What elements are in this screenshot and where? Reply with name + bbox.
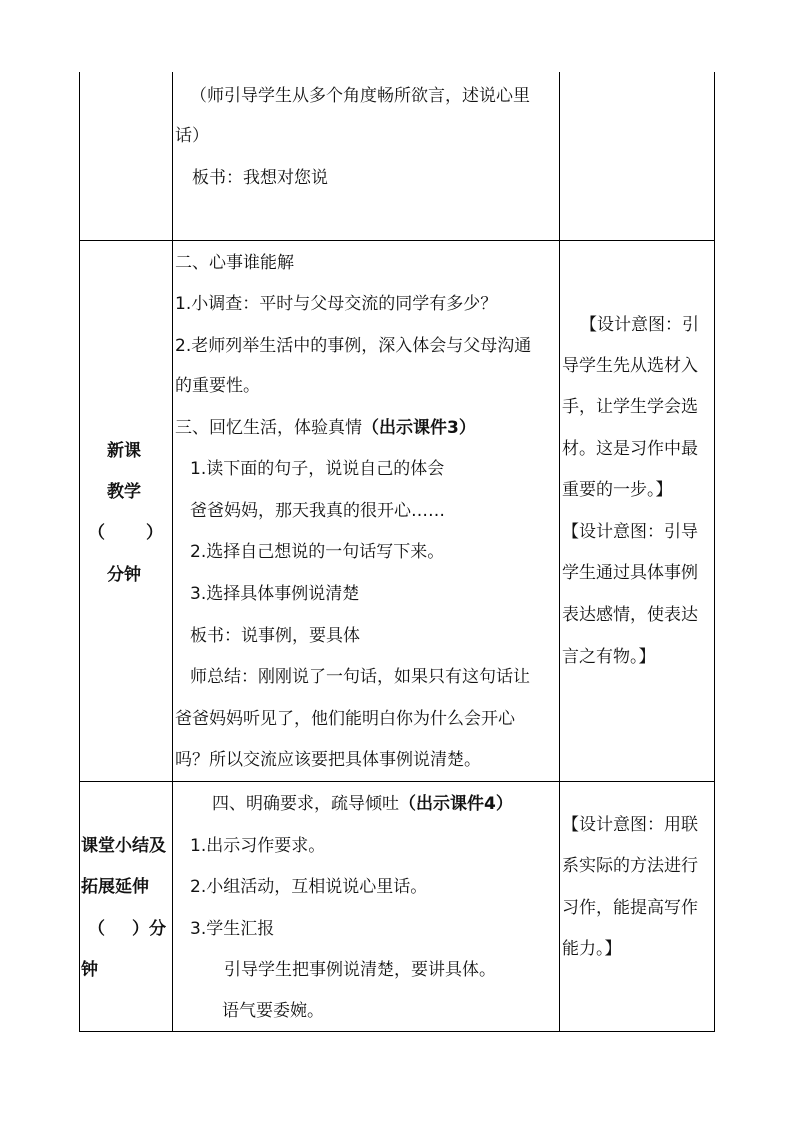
row2-design-intent-1-line2: 导学生先从选材入 xyxy=(562,356,698,376)
row3-stage-label-line2: 拓展延伸 xyxy=(81,877,149,897)
row3-design-intent-line1: 【设计意图：用联 xyxy=(562,815,698,835)
row2-design-intent-2-line2: 学生通过具体事例 xyxy=(562,563,698,583)
row3-section-heading-4 xyxy=(212,794,513,814)
row2-design-intent-1-line5: 重要的一步。】 xyxy=(562,480,673,500)
row2-teacher-summary-line3: 吗？所以交流应该要把具体事例说清楚。 xyxy=(175,750,481,770)
row2-courseware-ref-3: （出示课件3） xyxy=(362,418,476,438)
row2-section-heading-3-text: 三、回忆生活，体验真情 xyxy=(175,418,362,438)
table-border-left xyxy=(79,72,80,1032)
table-row-divider-1 xyxy=(79,240,715,241)
row2-item-write-down: 2.选择自己想说的一句话写下来。 xyxy=(190,542,445,562)
table-divider-col1 xyxy=(172,72,173,1032)
table-border-right xyxy=(714,72,715,1032)
row2-design-intent-2-line1: 【设计意图：引导 xyxy=(562,522,698,542)
document-page: （师引导学生从多个角度畅所欲言，述说心里 话） 板书：我想对您说 新课 教学 （ ） 分钟 二、心事谁能解 1.小调查：平时与父母交流的同学有多少？ 2.老师列举生活中的事例，深入体会与父母沟通 的重要性。 三、回忆生活，体验真情（出示课件3） 1.读下面的句子，说说自己的体会 爸爸妈妈，那天我真的很开心…… 2.选择自己想说的一句话写下来。 3.选择具体事例说清楚 板书：说事例，要具体 师总结：刚刚说了一句话，如果只有这句话让 爸爸妈妈听见了，他们能明白你为什么会开心 吗？所以交流应该要把具体事例说清楚。 【设计意图：引 导学生先从选材入 手，让学生学会选 材。这是习作中最 重要的一步。】 【设计意图：引导 学生通过具体事例 表达感情，使表达 言之有物。】 课堂小结及 拓展延伸 （ ）分 钟 四、明确要求，疏导倾吐（出示课件4） 1.出示习作要求。 2.小组活动，互相说说心里话。 3.学生汇报 引导学生把事例说清楚，要讲具体。 语气要委婉。 【设计意图：用联 系实际的方法进行 习作，能提高写作 能力。】 xyxy=(0,0,793,1122)
row3-item-group-activity: 2.小组活动，互相说说心里话。 xyxy=(190,877,428,897)
row2-section-heading-3 xyxy=(175,418,476,438)
row3-stage-label-line1: 课堂小结及 xyxy=(81,836,166,856)
row3-item-requirements: 1.出示习作要求。 xyxy=(190,836,326,856)
row2-item-survey: 1.小调查：平时与父母交流的同学有多少？ xyxy=(175,294,498,314)
row3-guidance-line2: 语气要委婉。 xyxy=(222,1001,324,1021)
row2-example-sentence: 爸爸妈妈，那天我真的很开心…… xyxy=(190,501,445,521)
row2-stage-label-line1: 新课 xyxy=(107,441,141,461)
table-border-bottom xyxy=(79,1031,715,1032)
row2-board-writing: 板书：说事例，要具体 xyxy=(190,626,360,646)
row3-stage-label-line4: 钟 xyxy=(81,960,98,980)
row2-stage-label-line4: 分钟 xyxy=(107,565,141,585)
row3-design-intent-line2: 系实际的方法进行 xyxy=(562,856,698,876)
row2-section-heading-2: 二、心事谁能解 xyxy=(175,253,294,273)
row3-section-heading-4-text: 四、明确要求，疏导倾吐 xyxy=(212,794,399,814)
row3-item-report: 3.学生汇报 xyxy=(190,919,275,939)
row2-design-intent-1-line3: 手，让学生学会选 xyxy=(562,397,698,417)
row3-design-intent-line4: 能力。】 xyxy=(562,939,622,959)
row2-design-intent-2-line3: 表达感情，使表达 xyxy=(562,605,698,625)
row2-item-read-sentence: 1.读下面的句子，说说自己的体会 xyxy=(190,459,445,479)
row2-item-explain-example: 3.选择具体事例说清楚 xyxy=(190,584,360,604)
row1-text-line2: 话） xyxy=(175,126,209,146)
row1-text-line1: （师引导学生从多个角度畅所欲言，述说心里 xyxy=(190,86,530,106)
row3-courseware-ref-4: （出示课件4） xyxy=(399,794,513,814)
row2-design-intent-1-line1: 【设计意图：引 xyxy=(580,315,699,335)
table-divider-col2 xyxy=(559,72,560,1032)
row2-stage-label-line2: 教学 xyxy=(107,482,141,502)
row2-teacher-summary-line2: 爸爸妈妈听见了，他们能明白你为什么会开心 xyxy=(175,709,515,729)
row2-item-examples-line1: 2.老师列举生活中的事例，深入体会与父母沟通 xyxy=(175,336,532,356)
row2-teacher-summary-line1: 师总结：刚刚说了一句话，如果只有这句话让 xyxy=(190,667,530,687)
table-row-divider-2 xyxy=(79,781,715,782)
row3-guidance-line1: 引导学生把事例说清楚，要讲具体。 xyxy=(224,960,496,980)
row1-board-writing: 板书：我想对您说 xyxy=(192,168,328,188)
row3-design-intent-line3: 习作，能提高写作 xyxy=(562,898,698,918)
row2-design-intent-1-line4: 材。这是习作中最 xyxy=(562,439,698,459)
row2-design-intent-2-line4: 言之有物。】 xyxy=(562,647,656,667)
row2-item-examples-line2: 的重要性。 xyxy=(175,376,260,396)
